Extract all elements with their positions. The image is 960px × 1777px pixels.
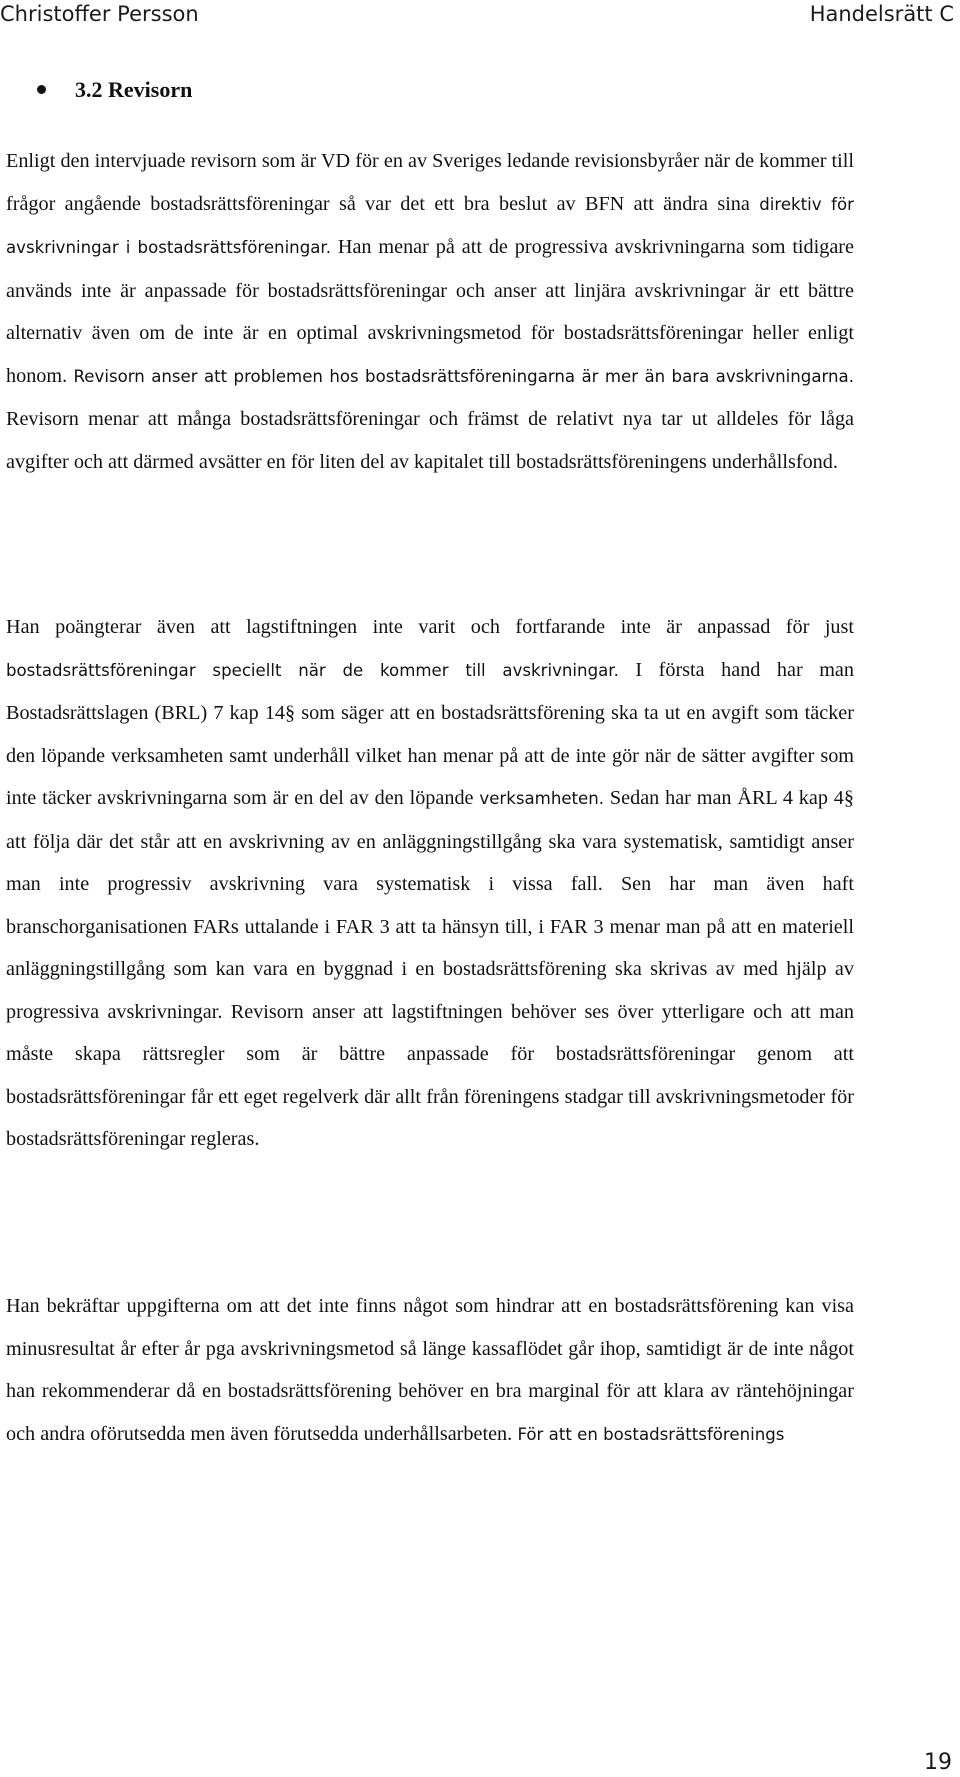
p2-text-d: verksamheten. — [479, 789, 605, 808]
p3-text-a: Han bekräftar uppgifterna om att det inte finns något som hindrar att en bostadsrättsförening kan visa minusresultat år efter år pga avskrivningsmetod så länge kassaflödet går ihop, samtidigt är de inte något han rekommenderar då en bostadsrättsförening behöver en bra marginal för att klara av räntehöjningar och andra oförutsedda men även förutsedda underhållsarbeten. — [6, 1295, 854, 1445]
p2-text-a: Han poängterar även att lagstiftningen inte varit och fortfarande inte är anpassad för just — [6, 616, 854, 638]
p3-text-b: För att en bostadsrättsförenings — [512, 1424, 785, 1444]
page-number: 19 — [924, 1750, 952, 1775]
section-heading — [37, 76, 192, 104]
section-heading-text: 3.2 Revisorn — [75, 77, 193, 102]
header-author: Christoffer Persson — [0, 2, 199, 26]
p1-text-c: Han menar på att de progressiva avskrivningarna som tidigare används inte är anpassade för bostadsrättsföreningar och anser att linjära avskrivningar är ett bättre alternativ även om de inte är en optimal avskrivningsmetod för bostadsrättsföreningar heller enligt honom. — [6, 236, 854, 387]
p1-text-b: direktiv för avskrivningar i bostadsrättsföreningar. — [6, 194, 854, 257]
paragraph-2 — [6, 606, 854, 1161]
p1-text-e: Revisorn menar att många bostadsrättsföreningar och främst de relativt nya tar ut alldeles för låga avgifter och att därmed avsätter en för liten del av kapitalet till bostadsrättsföreningens underhållsfond. — [6, 408, 854, 473]
page-header — [0, 0, 960, 30]
p2-text-e: Sedan har man ÅRL 4 kap 4§ att följa där det står att en avskrivning av en anläggningstillgång ska vara systematisk, samtidigt anser man inte progressiv avskrivning vara systematisk i vissa fall. Sen har man även haft branschorganisationen FARs uttalande i FAR 3 att ta hänsyn till, i FAR 3 menar man på att en materiell anläggningstillgång som kan vara en byggnad i en bostadsrättsförening ska skrivas av med hjälp av progressiva avskrivningar. Revisorn anser att lagstiftningen behöver ses över ytterligare och att man måste skapa rättsregler som är bättre anpassade för bostadsrättsföreningar genom att bostadsrättsföreningar får ett eget regelverk där allt från föreningens stadgar till avskrivningsmetoder för bostadsrättsföreningar regleras. — [6, 787, 854, 1150]
p1-text-d: Revisorn anser att problemen hos bostadsrättsföreningarna är mer än bara avskrivningarna. — [67, 366, 854, 386]
paragraph-3 — [6, 1285, 854, 1456]
bullet-icon — [37, 85, 46, 94]
p1-text-a: Enligt den intervjuade revisorn som är VD för en av Sveriges ledande revisionsbyråer när de kommer till frågor angående bostadsrättsföreningar så var det ett bra beslut av BFN att ändra sina — [6, 150, 854, 215]
paragraph-1 — [6, 140, 854, 483]
p2-text-c: I första hand har man Bostadsrättslagen (BRL) 7 kap 14§ som säger att en bostadsrättsförening ska ta ut en avgift som täcker den löpande verksamheten samt underhåll vilket han menar på att de inte gör när de sätter avgifter som inte täcker avskrivningarna som är en del av den löpande — [6, 658, 854, 809]
p2-text-b: bostadsrättsföreningar speciellt när de kommer till avskrivningar. — [6, 660, 619, 680]
header-course: Handelsrätt C — [809, 2, 954, 26]
